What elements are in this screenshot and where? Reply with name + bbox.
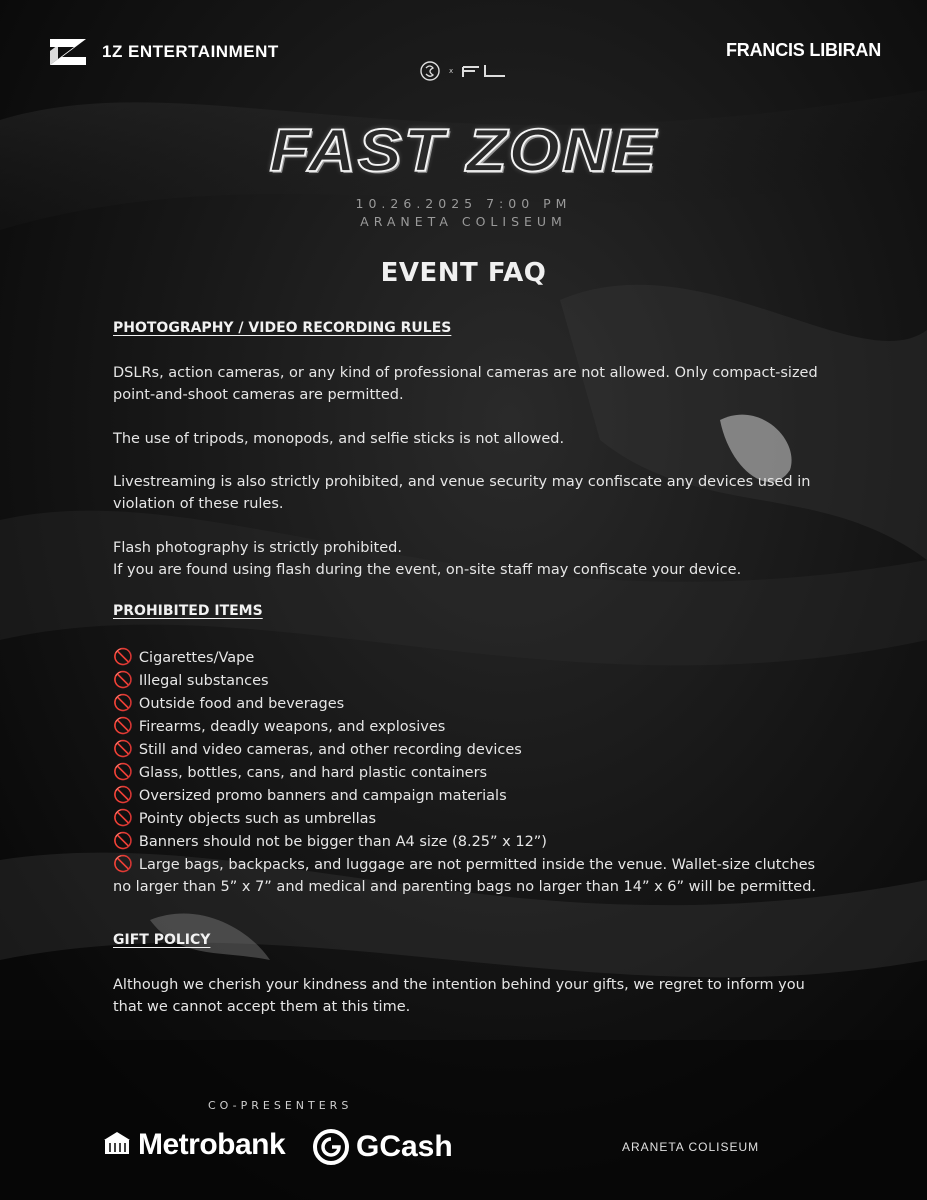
list-item: 🚫 Still and video cameras, and other recording devices — [113, 739, 522, 758]
prohibited-icon: 🚫 — [113, 716, 133, 735]
photo-rule-4b: If you are found using flash during the event, on-site staff may confiscate your device. — [113, 562, 742, 578]
gcash-icon — [312, 1128, 350, 1166]
event-title: FAST ZONE — [269, 115, 658, 185]
photo-section-title: PHOTOGRAPHY / VIDEO RECORDING RULES — [113, 320, 452, 336]
gift-policy-text: Although we cherish your kindness and the intention behind your gifts, we regret to inform you that we cannot accept them at this time. — [113, 977, 805, 1015]
metrobank-logo — [102, 1128, 285, 1162]
sponsor-metrobank-name: Metrobank — [138, 1128, 286, 1161]
list-item: 🚫 Illegal substances — [113, 670, 269, 689]
collab-logos — [419, 60, 507, 82]
1z-logo-icon — [48, 37, 88, 67]
prohibited-items-list — [113, 646, 833, 898]
prohibited-icon: 🚫 — [113, 647, 133, 666]
list-item: 🚫 Large bags, backpacks, and luggage are not permitted inside the venue. Wallet-size clutches no larger than 5” x 7” and medical and parenting bags no larger than 14” x 6” will be permitted. — [113, 854, 817, 895]
sponsor-gcash-name: GCash — [356, 1130, 453, 1163]
left-brand-name: 1Z ENTERTAINMENT — [102, 42, 279, 61]
event-date-time: 10.26.2025 7:00 PM — [355, 196, 572, 211]
co-presenters-label: CO-PRESENTERS — [208, 1099, 353, 1112]
prohibited-icon: 🚫 — [113, 854, 133, 873]
right-brand-name: FRANCIS LIBIRAN — [726, 40, 881, 60]
gift-section-title: GIFT POLICY — [113, 932, 211, 948]
prohibited-icon: 🚫 — [113, 670, 133, 689]
photo-rule-4a: Flash photography is strictly prohibited. — [113, 540, 402, 556]
prohibited-icon: 🚫 — [113, 739, 133, 758]
gcash-logo — [312, 1128, 453, 1166]
photo-rule-2: The use of tripods, monopods, and selfie sticks is not allowed. — [113, 431, 565, 447]
list-item: 🚫 Banners should not be bigger than A4 size (8.25” x 12”) — [113, 831, 547, 850]
araneta-coliseum-logo: ARANETA COLISEUM — [622, 1140, 760, 1154]
list-item: 🚫 Pointy objects such as umbrellas — [113, 808, 377, 827]
list-item: 🚫 Glass, bottles, cans, and hard plastic containers — [113, 762, 488, 781]
list-item: 🚫 Firearms, deadly weapons, and explosives — [113, 716, 446, 735]
brand-1z-entertainment — [48, 37, 279, 67]
list-item: 🚫 Oversized promo banners and campaign materials — [113, 785, 507, 804]
prohibited-icon: 🚫 — [113, 762, 133, 781]
photo-rule-1: DSLRs, action cameras, or any kind of professional cameras are not allowed. Only compact-sized point-and-shoot cameras are permitted. — [113, 365, 818, 403]
fl-logo-icon — [461, 62, 507, 80]
metrobank-icon — [102, 1130, 132, 1160]
sb-logo-icon — [419, 60, 441, 82]
prohibited-icon: 🚫 — [113, 808, 133, 827]
prohibited-icon: 🚫 — [113, 785, 133, 804]
photo-rule-3: Livestreaming is also strictly prohibited, and venue security may confiscate any devices used in violation of these rules. — [113, 474, 811, 512]
prohibited-icon: 🚫 — [113, 693, 133, 712]
event-venue: ARANETA COLISEUM — [360, 214, 567, 229]
prohibited-section-title: PROHIBITED ITEMS — [113, 603, 263, 619]
prohibited-icon: 🚫 — [113, 831, 133, 850]
list-item: 🚫 Cigarettes/Vape — [113, 647, 255, 666]
page-title: EVENT FAQ — [380, 258, 547, 288]
list-item: 🚫 Outside food and beverages — [113, 693, 345, 712]
collab-separator: x — [449, 67, 454, 75]
